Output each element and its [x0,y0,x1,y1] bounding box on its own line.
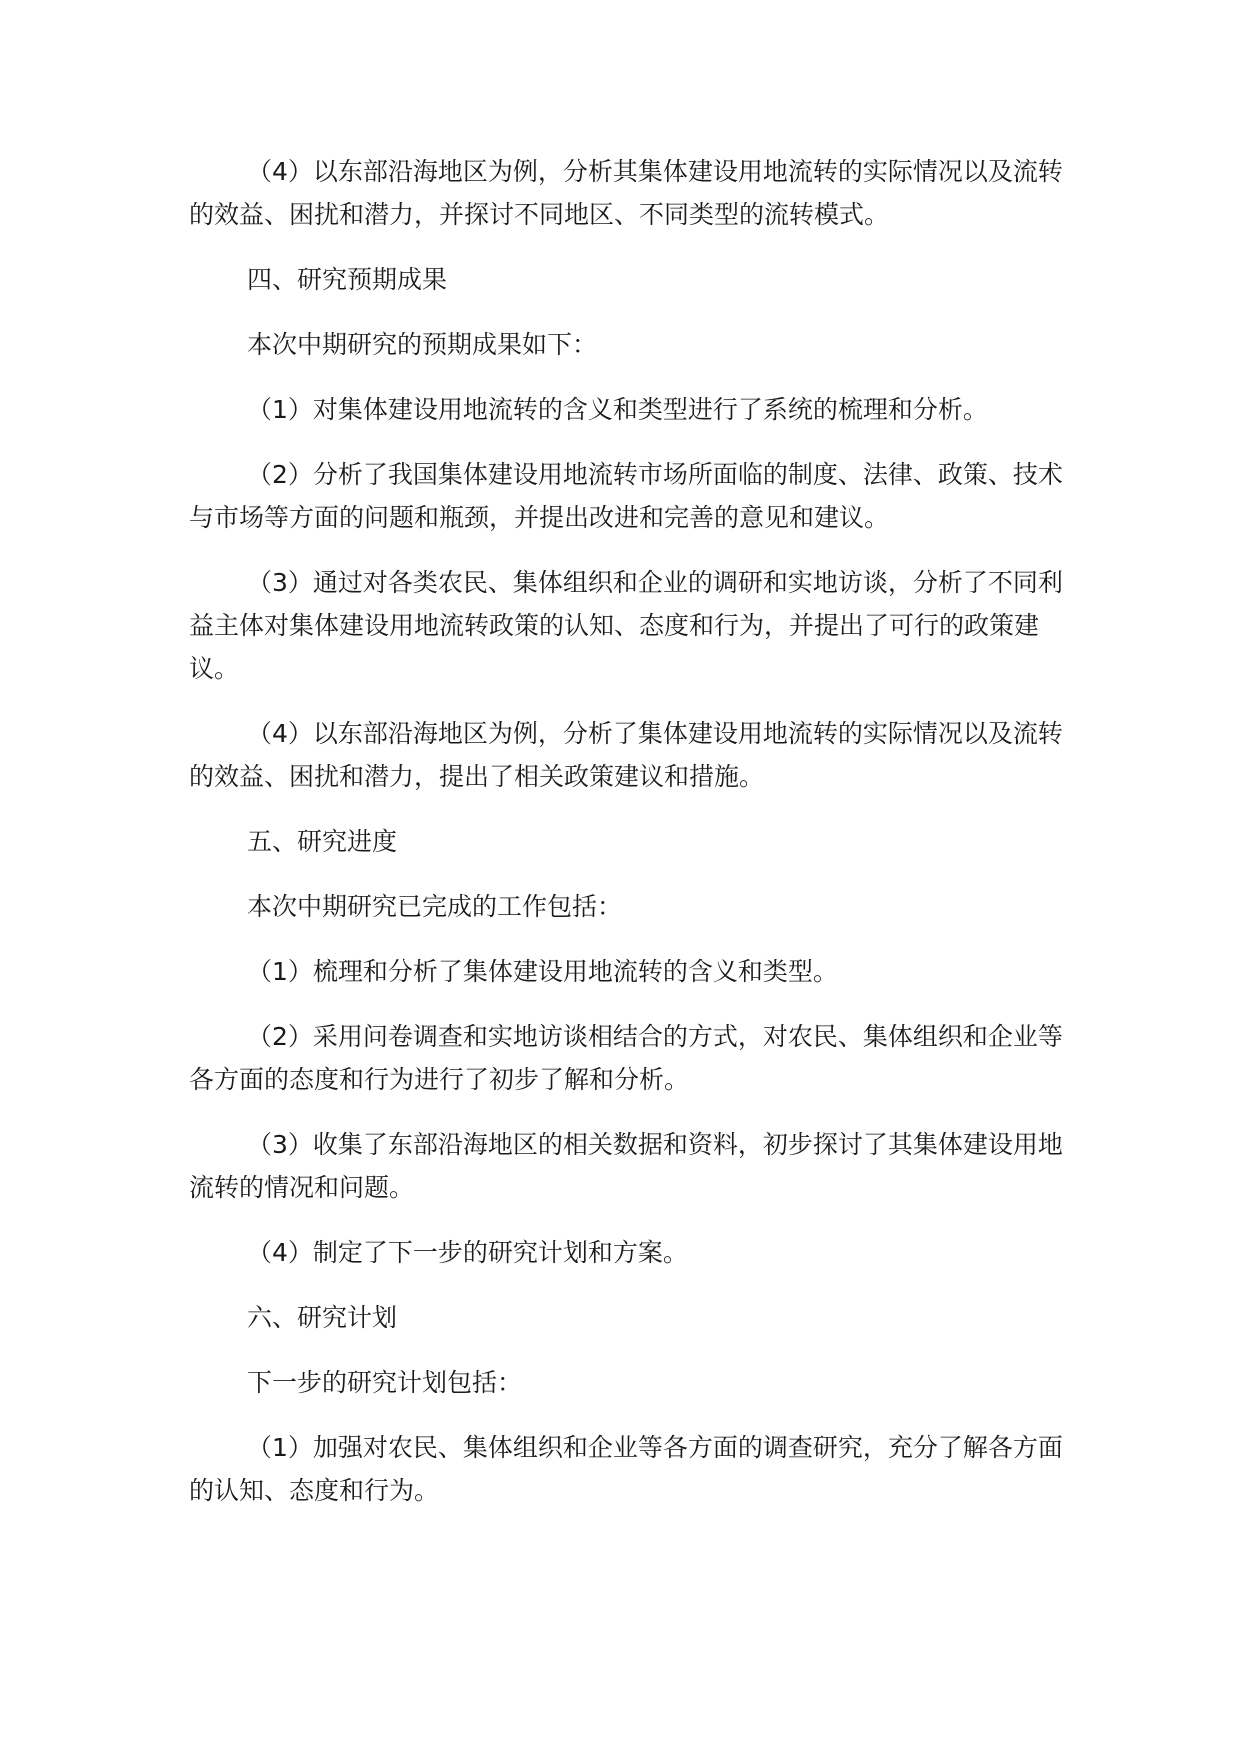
paragraph-result-1: （1）对集体建设用地流转的含义和类型进行了系统的梳理和分析。 [247,395,988,424]
paragraph-plan-1: （1）加强对农民、集体组织和企业等各方面的调查研究，充分了解各方面的认知、态度和行为。 [189,1433,1063,1505]
paragraph-progress-3: （3）收集了东部沿海地区的相关数据和资料，初步探讨了其集体建设用地流转的情况和问题。 [189,1130,1063,1202]
paragraph-eastern-coastal-analysis: （4）以东部沿海地区为例，分析其集体建设用地流转的实际情况以及流转的效益、困扰和潜力，并探讨不同地区、不同类型的流转模式。 [189,157,1063,229]
paragraph-progress-1: （1）梳理和分析了集体建设用地流转的含义和类型。 [247,957,838,986]
paragraph-result-2: （2）分析了我国集体建设用地流转市场所面临的制度、法律、政策、技术与市场等方面的问题和瓶颈，并提出改进和完善的意见和建议。 [189,460,1063,532]
paragraph-expected-results-intro: 本次中期研究的预期成果如下： [247,330,598,359]
paragraph-plan-intro: 下一步的研究计划包括： [247,1368,523,1397]
paragraph-progress-intro: 本次中期研究已完成的工作包括： [247,892,623,921]
document-body [189,150,1069,1534]
section-heading-expected-results: 四、研究预期成果 [247,265,448,294]
paragraph-progress-2: （2）采用问卷调查和实地访谈相结合的方式，对农民、集体组织和企业等各方面的态度和行为进行了初步了解和分析。 [189,1022,1063,1094]
section-heading-plan: 六、研究计划 [247,1303,398,1332]
paragraph-progress-4: （4）制定了下一步的研究计划和方案。 [247,1238,688,1267]
paragraph-result-3: （3）通过对各类农民、集体组织和企业的调研和实地访谈，分析了不同利益主体对集体建设用地流转政策的认知、态度和行为，并提出了可行的政策建议。 [189,568,1063,683]
section-heading-progress: 五、研究进度 [247,827,398,856]
paragraph-result-4: （4）以东部沿海地区为例，分析了集体建设用地流转的实际情况以及流转的效益、困扰和潜力，提出了相关政策建议和措施。 [189,719,1063,791]
